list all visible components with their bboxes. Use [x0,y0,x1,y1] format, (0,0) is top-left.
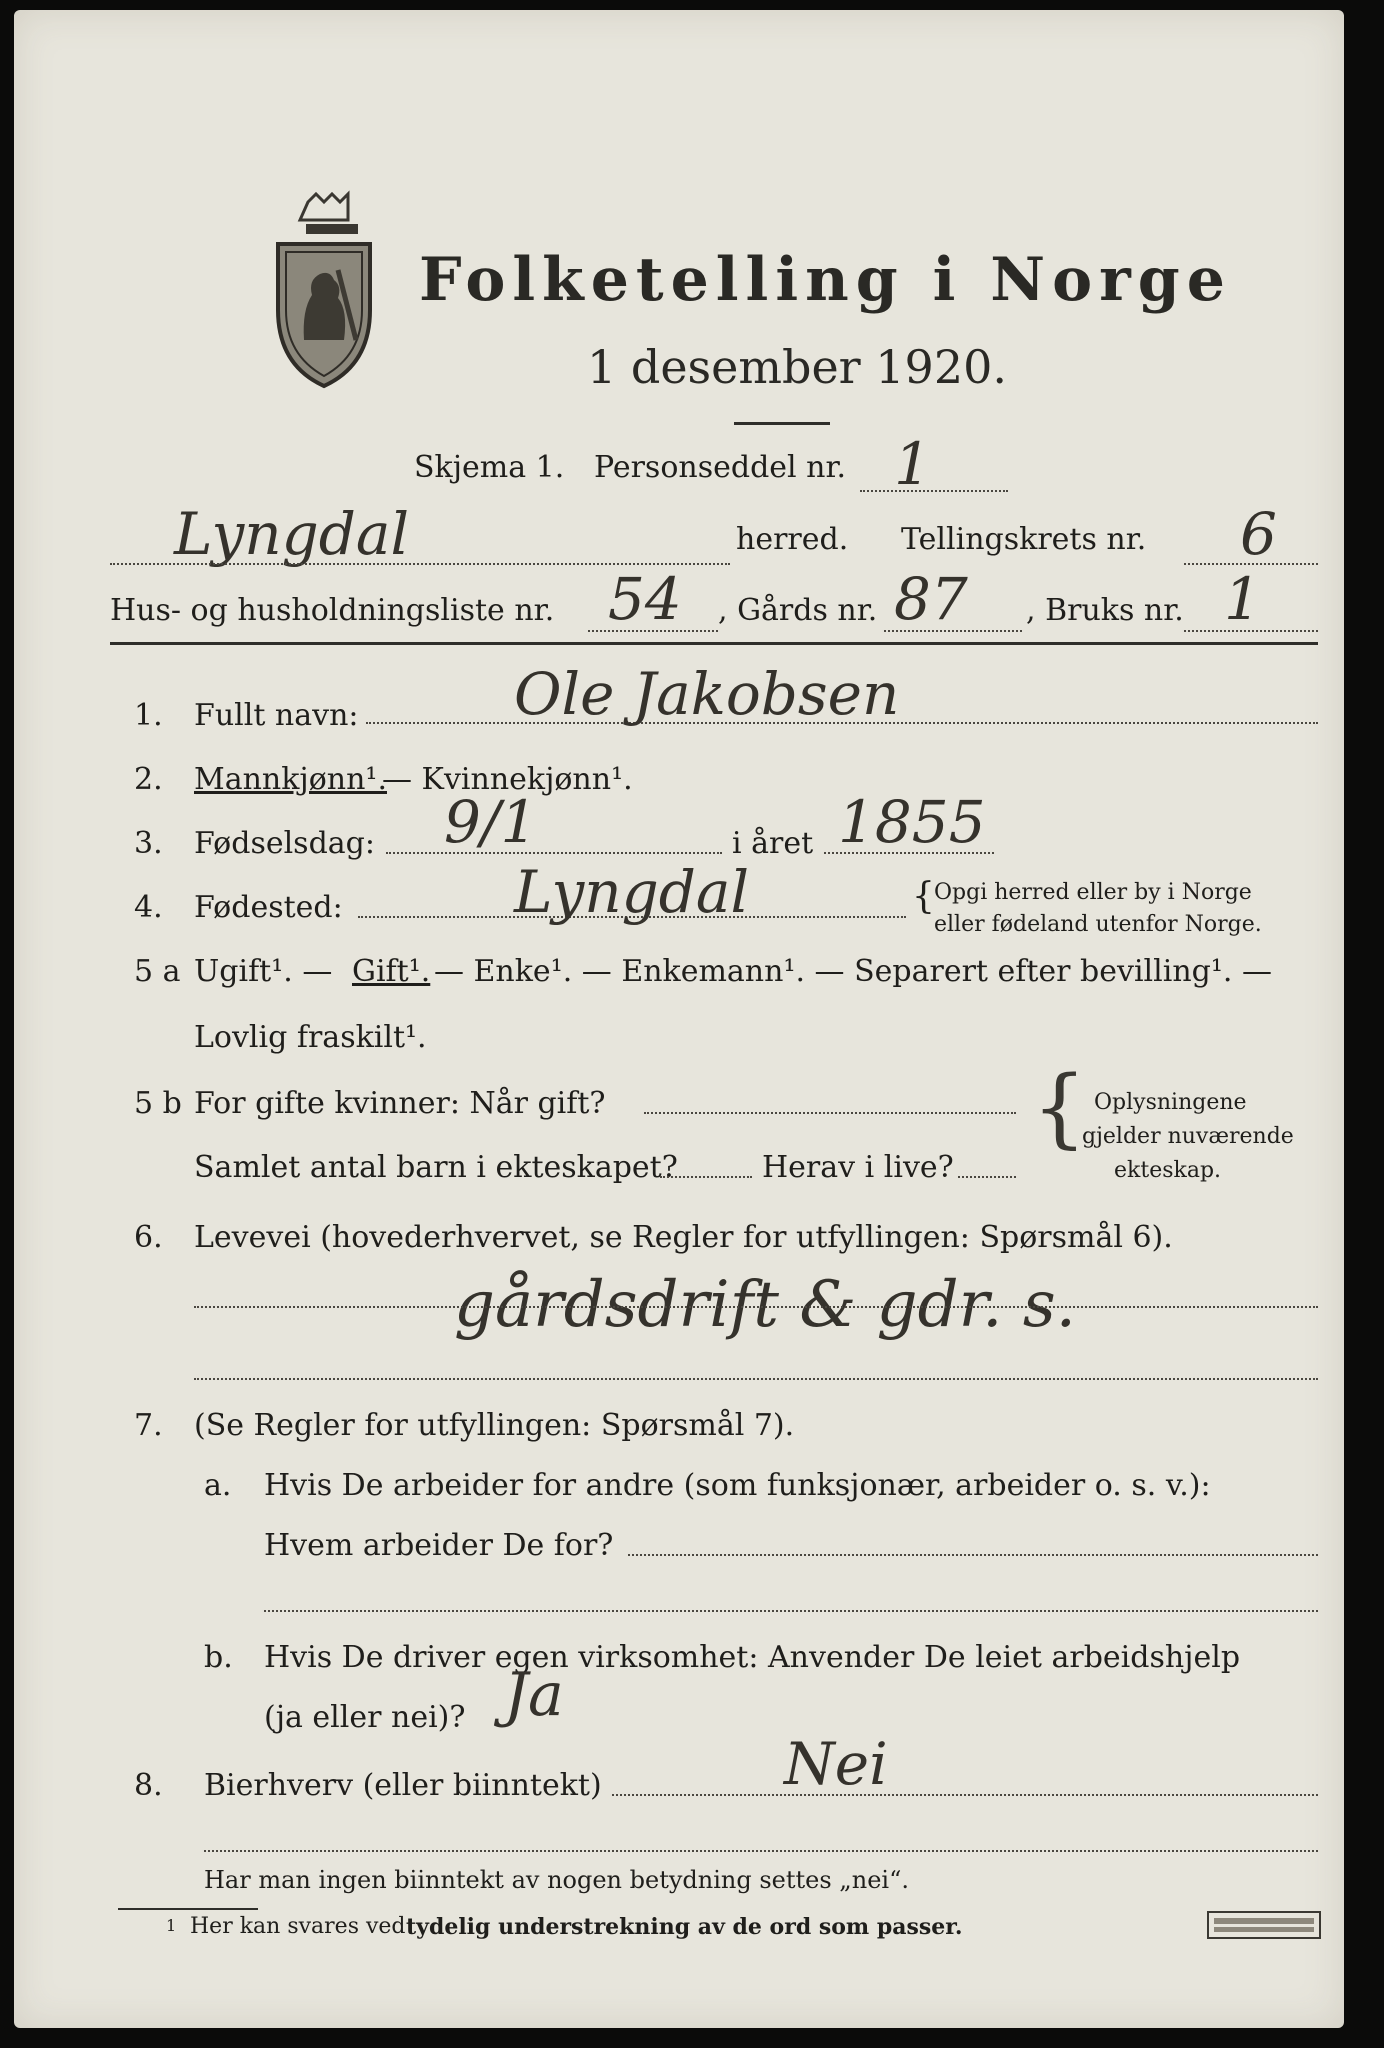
q5b-children-label: Samlet antal barn i ekteskapet? [194,1150,678,1185]
side-income-value[interactable]: Nei [784,1730,888,1798]
q5b-brace: { [1032,1058,1087,1158]
q7a-label: Hvis De arbeider for andre (som funksjonær, arbeider o. s. v.): [264,1468,1211,1503]
footnote-number: 1 [166,1916,177,1935]
q7a-employer-label: Hvem arbeider De for? [264,1528,614,1563]
form-date: 1 desember 1920. [587,340,1007,394]
printer-stamp-icon [1206,1910,1322,1940]
occupation-value[interactable]: gårdsdrift & gdr. s. [454,1268,1076,1342]
birth-year-value[interactable]: 1855 [838,788,986,856]
q7b-label: Hvis De driver egen virksomhet: Anvender De leiet arbeidshjelp [264,1640,1241,1675]
q5a-ugift[interactable]: Ugift¹. — [194,954,333,989]
personseddel-line [860,490,1008,492]
footnote-text-b: tydelig understrekning av de ord som passer. [406,1914,963,1940]
q4-brace: { [912,876,935,917]
herred-label: herred. [736,522,849,557]
form-title: Folketelling i Norge [419,245,1232,315]
personseddel-label: Personseddel nr. [594,450,847,485]
bruks-value[interactable]: 1 [1224,565,1261,633]
q5b-label: For gifte kvinner: Når gift? [194,1086,606,1121]
q3-line [386,852,722,854]
q7a-number: a. [204,1468,232,1503]
gards-value[interactable]: 87 [894,565,968,633]
hus-label: Hus- og husholdningsliste nr. [110,593,555,628]
q7-number: 7. [134,1408,163,1443]
q5b-note-line3: ekteskap. [1114,1158,1222,1183]
hus-value[interactable]: 54 [608,565,682,633]
schema-label: Skjema 1. [414,450,565,485]
q7b-number: b. [204,1640,233,1675]
q5b-note-line1: Oplysningene [1094,1090,1247,1115]
herred-value[interactable]: Lyngdal [174,500,410,568]
q8-number: 8. [134,1768,163,1803]
q6-number: 6. [134,1220,163,1255]
q5b-alive-line [958,1176,1016,1178]
q3-year-label: i året [732,826,814,861]
personseddel-value[interactable]: 1 [894,430,931,498]
q4-note-line2: eller fødeland utenfor Norge. [934,912,1262,937]
birthday-value[interactable]: 9/1 [444,788,538,856]
q4-label: Fødested: [194,890,343,925]
footnote-text-a: Her kan svares ved [190,1914,406,1939]
q4-number: 4. [134,890,163,925]
tellingskrets-value[interactable]: 6 [1240,500,1277,568]
q6-line1 [194,1306,1318,1308]
q8-label: Bierhverv (eller biinntekt) [204,1768,602,1803]
q6-label: Levevei (hovederhvervet, se Regler for utfyllingen: Spørsmål 6). [194,1220,1173,1255]
q7a-extra-line [264,1610,1318,1612]
gards-label: , Gårds nr. [718,593,878,628]
q5b-married-line [644,1112,1016,1114]
q7b-question: (ja eller nei)? [264,1700,466,1735]
q5b-number: 5 b [134,1086,182,1121]
hired-help-value[interactable]: Ja [504,1660,564,1730]
census-form-page [14,10,1344,2028]
q5a-fraskilt[interactable]: Lovlig fraskilt¹. [194,1020,427,1055]
birthplace-value[interactable]: Lyngdal [514,858,750,926]
q5b-alive-label: Herav i live? [762,1150,954,1185]
q6-line2 [194,1378,1318,1380]
q4-note-line1: Opgi herred eller by i Norge [934,880,1252,905]
q5a-number: 5 a [134,954,181,989]
q5a-options[interactable]: — Enke¹. — Enkemann¹. — Separert efter bevilling¹. — [434,954,1272,989]
q7a-employer-line[interactable] [628,1554,1318,1556]
q5b-note-line2: gjelder nuværende [1082,1124,1294,1149]
q2-number: 2. [134,762,163,797]
bruks-label: , Bruks nr. [1026,593,1184,628]
full-name-value[interactable]: Ole Jakobsen [514,660,900,728]
coat-of-arms-icon [264,190,384,390]
q3-label: Fødselsdag: [194,826,375,861]
note-text: Har man ingen biinntekt av nogen betydning settes „nei“. [204,1866,909,1894]
gender-male[interactable]: Mannkjønn¹. [194,762,387,797]
q3-number: 3. [134,826,163,861]
title-divider [734,422,830,425]
tellingskrets-label: Tellingskrets nr. [901,522,1147,557]
q8-extra-line [204,1850,1318,1852]
q1-number: 1. [134,698,163,733]
q1-label: Fullt navn: [194,698,359,733]
header-divider [110,642,1318,645]
footnote-divider [118,1908,258,1910]
q7-label: (Se Regler for utfyllingen: Spørsmål 7). [194,1408,795,1443]
gender-female[interactable]: — Kvinnekjønn¹. [382,762,633,797]
q5a-gift[interactable]: Gift¹. [352,954,431,989]
q5b-children-line [660,1176,752,1178]
q8-line [612,1794,1318,1796]
